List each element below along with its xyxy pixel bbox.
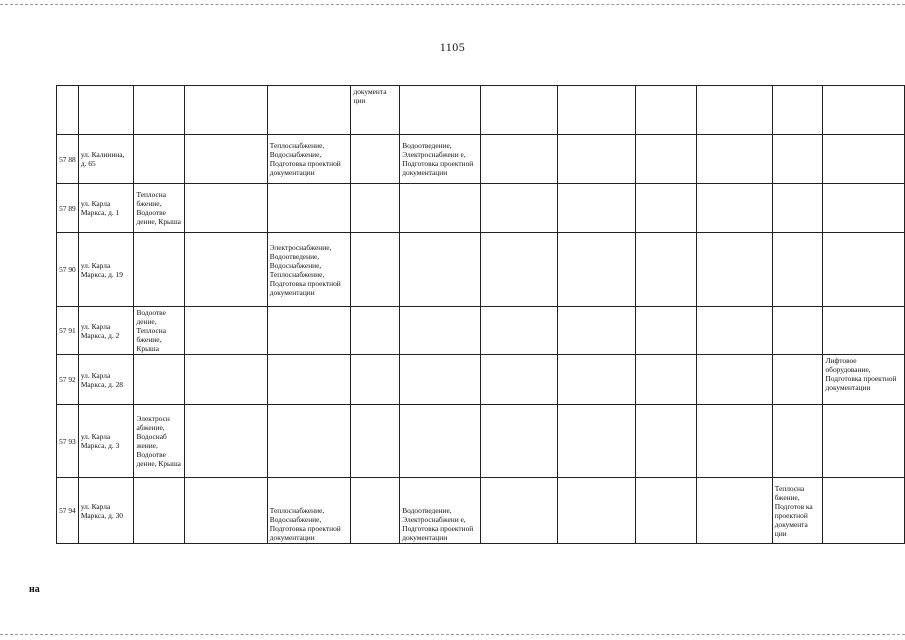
table-row — [57, 307, 905, 355]
address-cell: ул. Карла Маркса, д. 2 — [78, 307, 134, 355]
table-cell — [557, 478, 636, 544]
table-row — [57, 184, 905, 233]
work-cell — [823, 184, 905, 233]
work-cell — [823, 307, 905, 355]
table-cell — [636, 355, 697, 405]
table-cell — [57, 86, 79, 135]
table-cell — [134, 86, 185, 135]
table-cell — [480, 355, 557, 405]
work-cell — [400, 184, 481, 233]
table-cell — [351, 307, 400, 355]
row-number: 57 88 — [57, 135, 79, 184]
table-cell — [185, 86, 268, 135]
table-cell — [557, 135, 636, 184]
table-cell — [480, 86, 557, 135]
page-number: 1105 — [439, 40, 466, 54]
work-cell — [823, 233, 905, 307]
table-cell — [480, 307, 557, 355]
table-row — [57, 135, 905, 184]
work-cell: Водоотве дение, Теплосна бжение, Крыша — [134, 307, 185, 355]
table-cell — [351, 184, 400, 233]
table-cell — [636, 233, 697, 307]
scan-edge-bottom — [0, 634, 905, 637]
work-cell — [400, 307, 481, 355]
table-cell — [636, 307, 697, 355]
table-cell — [185, 233, 268, 307]
work-cell: Теплоснабжение, Водоснабжение, Подготовка проектной документации — [267, 478, 351, 544]
table-cell — [823, 86, 905, 135]
table-cell — [772, 307, 823, 355]
table-row-continuation — [57, 86, 905, 135]
address-cell: ул. Калинина, д. 65 — [78, 135, 134, 184]
work-cell — [823, 405, 905, 478]
work-cell — [823, 478, 905, 544]
table-cell — [636, 86, 697, 135]
table-cell — [697, 478, 773, 544]
table-cell — [636, 478, 697, 544]
table-cell — [772, 135, 823, 184]
table-cell — [697, 135, 773, 184]
table-cell — [480, 233, 557, 307]
table-cell — [185, 405, 268, 478]
table-cell — [697, 405, 773, 478]
table-cell-continuation-text: документа ции — [351, 86, 400, 135]
work-cell — [400, 405, 481, 478]
table-cell — [351, 135, 400, 184]
table-cell — [697, 233, 773, 307]
table-cell — [185, 478, 268, 544]
work-cell — [823, 135, 905, 184]
row-number: 57 92 — [57, 355, 79, 405]
table-row — [57, 478, 905, 544]
table-cell — [185, 135, 268, 184]
work-cell: Водоотведение, Электроснабжени е, Подготовка проектной документации — [400, 135, 481, 184]
table-row — [57, 355, 905, 405]
table-cell — [351, 355, 400, 405]
work-cell — [134, 233, 185, 307]
address-cell: ул. Карла Маркса, д. 19 — [78, 233, 134, 307]
row-number: 57 91 — [57, 307, 79, 355]
table-cell — [480, 405, 557, 478]
work-cell — [267, 405, 351, 478]
table-cell — [351, 405, 400, 478]
table-cell — [557, 86, 636, 135]
table-cell — [697, 355, 773, 405]
table-row — [57, 405, 905, 478]
work-cell — [134, 135, 185, 184]
address-cell: ул. Карла Маркса, д. 30 — [78, 478, 134, 544]
work-cell: Теплосна бжение, Водоотве дение, Крыша — [134, 184, 185, 233]
work-cell — [267, 307, 351, 355]
table-cell — [557, 184, 636, 233]
work-cell — [267, 184, 351, 233]
table-cell — [697, 307, 773, 355]
table-cell — [636, 405, 697, 478]
work-cell — [134, 355, 185, 405]
work-cell: Электроснабжение, Водоотведение, Водоснабжение, Теплоснабжение, Подготовка проектной документации — [267, 233, 351, 307]
row-number: 57 93 — [57, 405, 79, 478]
table-cell — [772, 184, 823, 233]
work-cell: Теплоснабжение, Водоснабжение, Подготовка проектной документации — [267, 135, 351, 184]
table-cell — [351, 233, 400, 307]
table-cell — [636, 184, 697, 233]
work-cell — [134, 478, 185, 544]
address-cell: ул. Карла Маркса, д. 28 — [78, 355, 134, 405]
table-cell — [480, 478, 557, 544]
table-cell — [351, 478, 400, 544]
table-cell — [78, 86, 134, 135]
table-cell — [772, 355, 823, 405]
table-cell — [697, 184, 773, 233]
table-cell — [557, 233, 636, 307]
row-number: 57 94 — [57, 478, 79, 544]
work-cell — [400, 233, 481, 307]
work-cell — [400, 355, 481, 405]
table-cell — [636, 135, 697, 184]
table-cell — [480, 135, 557, 184]
work-cell: Водоотведение, Электроснабжени е, Подготовка проектной документации — [400, 478, 481, 544]
table-cell — [185, 184, 268, 233]
table-cell — [267, 86, 351, 135]
table-cell — [557, 307, 636, 355]
table-cell — [772, 86, 823, 135]
work-cell: Электросн абжение, Водоснаб жение, Водоотве дение, Крыша — [134, 405, 185, 478]
table-cell — [557, 355, 636, 405]
table-cell — [772, 233, 823, 307]
address-cell: ул. Карла Маркса, д. 3 — [78, 405, 134, 478]
address-cell: ул. Карла Маркса, д. 1 — [78, 184, 134, 233]
table-row — [57, 233, 905, 307]
repair-schedule-table — [56, 85, 905, 544]
table-cell — [480, 184, 557, 233]
work-cell — [267, 355, 351, 405]
table-cell — [697, 86, 773, 135]
work-cell: Лифтовое оборудование, Подготовка проектной документации — [823, 355, 905, 405]
table-cell — [185, 307, 268, 355]
work-cell: Теплосна бжение, Подготов ка проектной документа ции — [772, 478, 823, 544]
table-cell — [772, 405, 823, 478]
row-number: 57 89 — [57, 184, 79, 233]
table-cell — [185, 355, 268, 405]
table-cell — [557, 405, 636, 478]
footer-mark: на — [29, 584, 40, 595]
table-cell — [400, 86, 481, 135]
scan-edge-top — [0, 4, 905, 7]
row-number: 57 90 — [57, 233, 79, 307]
